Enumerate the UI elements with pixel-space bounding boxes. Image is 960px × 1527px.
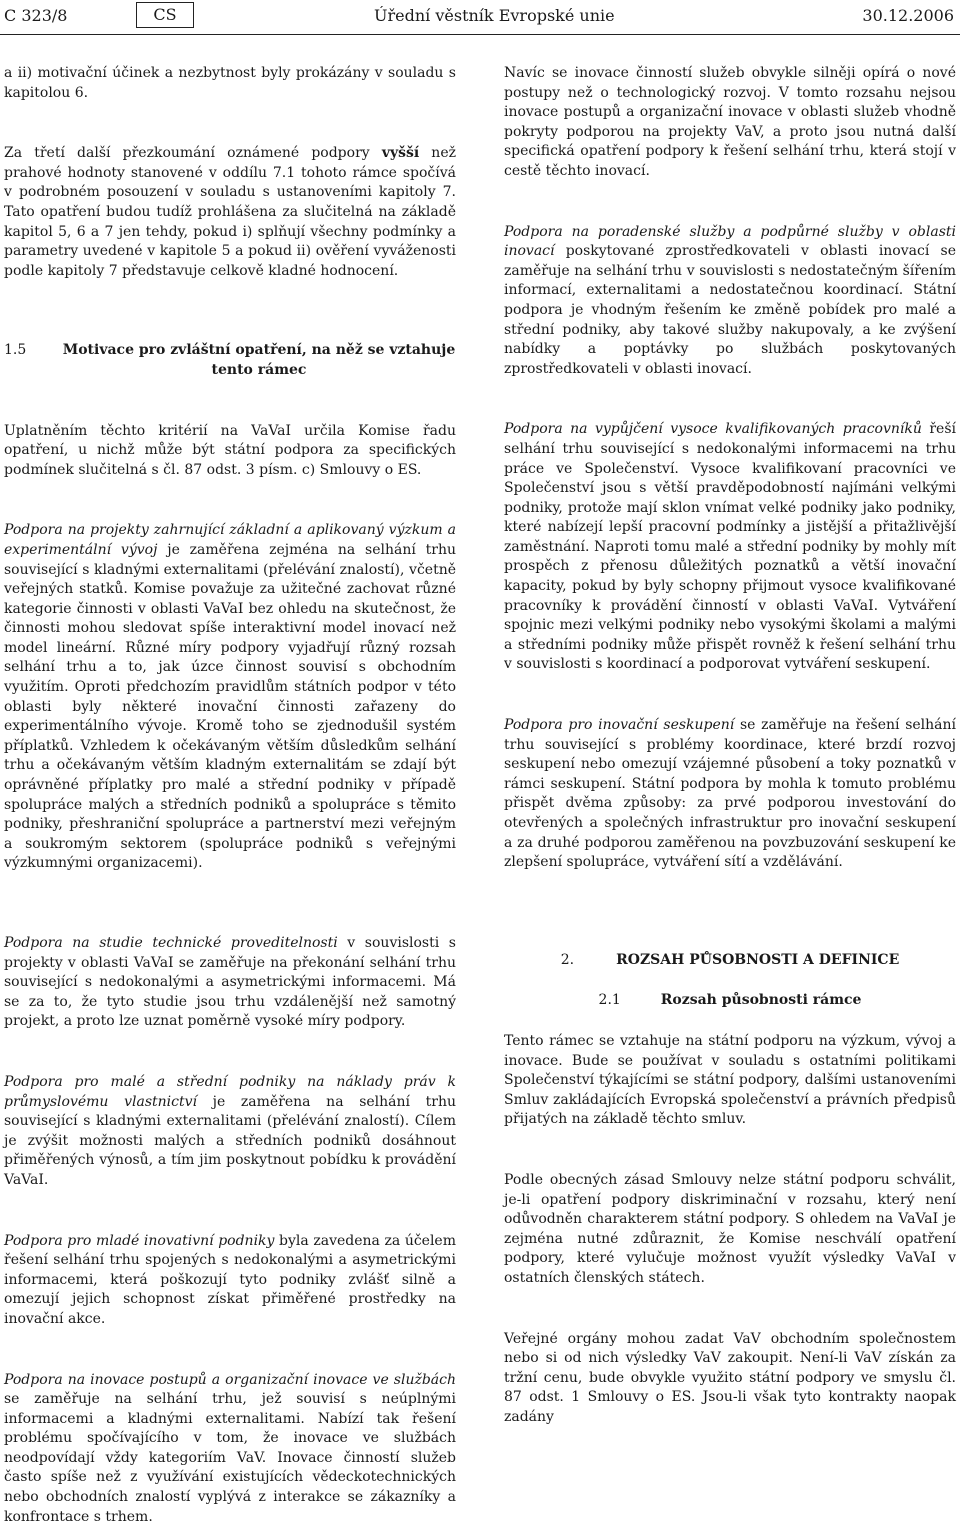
term: Podpora na inovace postupů a organizační inovace ve službách [4,1372,456,1388]
journal-title: Úřední věstník Evropské unie [374,6,615,26]
paragraph: Podpora pro inovační seskupení se zaměřuje na řešení selhání trhu související s problémy koordinace, které brzdí rozvoj seskupení nebo omezují vzájemné působení a toky poznatků v rámci seskupení. Státní podpora by mohla k tomuto problému přispět dvěma způsoby: za prvé podporou investování do otevřených a společných infrastruktur pro inovační seskupení a za druhé podporou zaměřenou na povzbuzování seskupení ke zlepšení spolupráce, vytváření sítí a vzdělávání. [504,716,956,873]
paragraph: Podle obecných zásad Smlouvy nelze státní podporu schválit, je-li opatření podpory diskriminační v rozsahu, který není odůvodněn charakterem státní podpory. S ohledem na VaVaI je zejména nutné zdůraznit, že Komise neschválí opatření podpory, které vylučuje možnost využít výsledky VaVaI v ostatních členských státech. [504,1171,956,1289]
right-column [504,64,956,1427]
header-rule [0,34,960,35]
section-number: 2.1 [599,991,621,1011]
section-title: ROZSAH PŮSOBNOSTI A DEFINICE [616,951,899,971]
term: Podpora pro malé a střední podniky na náklady práv k průmyslovému vlastnictví [4,1074,456,1110]
section-heading-2-1 [504,991,956,1011]
paragraph: Podpora pro malé a střední podniky na náklady práv k průmyslovému vlastnictví je zaměřena na selhání trhu související s kladnými externalitami (přelévání znalostí). Cílem je zvýšit možnosti malých a středních podniků dosáhnout přiměřených výnosů, a tím jim poskytnout pobídku k provádění VaVaI. [4,1073,456,1191]
section-title: Motivace pro zvláštní opatření, na něž se vztahuje tento rámec [62,341,456,380]
term: Podpora na vypůjčení vysoce kvalifikovaných pracovníků [504,421,922,437]
paragraph: Za třetí další přezkoumání oznámené podpory vyšší než prahové hodnoty stanovené v oddílu 7.1 tohoto rámce spočívá v podrobném posouzení v souladu s ustanoveními kapitoly 7. Tato opatření budou tudíž prohlášena za slučitelná na základě kapitol 5, 6 a 7 jen tehdy, pokud i) splňují všechny podmínky a parametry uvedené v kapitole 5 a pokud ii) ověření vyváženosti podle kapitoly 7 představuje celkově kladné hodnocení. [4,144,456,281]
paragraph: Podpora na studie technické proveditelnosti v souvislosti s projekty v oblasti VaVaI se zaměřuje na překonání selhání trhu související s nedokonalými a asymetrickými informacemi. Má se za to, že tyto studie jsou trhu vzdálenější než samotný projekt, a proto lze uznat poměrně vysoké míry podpory. [4,934,456,1032]
term: Podpora pro mladé inovativní podniky [4,1233,274,1249]
paragraph: Podpora pro mladé inovativní podniky byla zavedena za účelem řešení selhání trhu spojených s nedokonalými a asymetrickými informacemi, která poškozují tyto podniky zvlášť silně a omezují jejich schopnost získat přiměřené prostředky na inovační akce. [4,1232,456,1330]
paragraph: Uplatněním těchto kritérií na VaVaI určila Komise řadu opatření, u nichž může být státní podpora za specifických podmínek slučitelná s čl. 87 odst. 3 písm. c) Smlouvy o ES. [4,422,456,481]
section-number: 2. [561,951,574,971]
term: Podpora na studie technické proveditelnosti [4,935,338,951]
paragraph: Podpora na inovace postupů a organizační inovace ve službách se zaměřuje na selhání trhu, jež souvisí s neúplnými informacemi a kladnými externalitami. Nabízí tak řešení problému spočívajícího v tom, že inovace ve službách neodpovídají vždy kategoriím VaV. Inovace činností služeb často spíše než z využívání existujících vědeckotechnických nebo obchodních znalostí vyplývá z interakce se zákazníky a konfrontace s trhem. [4,1371,456,1527]
emphasis: vyšší [382,145,419,161]
section-title: Rozsah působnosti rámce [661,991,862,1011]
section-heading-1-5 [4,341,456,380]
term: Podpora na poradenské služby a podpůrné služby v oblasti inovací [504,224,956,260]
paragraph: Podpora na poradenské služby a podpůrné služby v oblasti inovací poskytované zprostředkovateli v oblasti inovací se zaměřuje na selhání trhu v souvislosti s nedostatečným šířením informací, externalitami a nedostatečnou koordinací. Státní podpora je vhodným řešením ke změně pobídek pro malé a střední podniky, aby takové služby nakupovaly, a ke zvýšení nabídky a poptávky po službách poskytovaných zprostředkovateli v oblasti inovací. [504,223,956,380]
paragraph: Tento rámec se vztahuje na státní podporu na výzkum, vývoj a inovace. Bude se používat v souladu s ostatními politikami Společenství týkajícími se státní podpory, dalšími ustanoveními Smluv zakládajících Evropská společenství a právních předpisů přijatých na základě těchto smluv. [504,1032,956,1130]
term: Podpora na projekty zahrnující základní a aplikovaný výzkum a experimentální vývoj [4,522,456,558]
publication-date: 30.12.2006 [862,6,954,26]
paragraph: Navíc se inovace činností služeb obvykle silněji opírá o nové postupy než o technologický rozvoj. V tomto rozsahu nejsou inovace postupů a organizační inovace v oblasti služeb vhodně pokryty podporou na projekty VaV, a proto jsou nutná další specifická opatření podpory k řešení selhání trhu, která stojí v cestě těchto inovací. [504,64,956,182]
page-header [0,0,960,34]
language-badge: CS [136,2,194,28]
paragraph: Podpora na vypůjčení vysoce kvalifikovaných pracovníků řeší selhání trhu související s nedokonalými informacemi na trhu práce ve Společenství. Vysoce kvalifikovaní pracovníci ve Společenství jsou s větší pravděpodobností najímáni velkými podniky, protože mají sklon vnímat velké podniky jako podniky, které nabízejí lepší pracovní podmínky a jistější a přitažlivější zaměstnání. Naproti tomu malé a střední podniky by mohly mít prospěch z přenosu důležitých poznatků a větší inovační kapacity, pokud by byly schopny přijmout vysoce kvalifikované pracovníky k provádění činností v oblasti VaVaI. Vytváření spojnic mezi velkými podniky nebo vysokými školami a malými a středními podniky může přispět rovněž k řešení selhání trhu v souvislosti s koordinací a podporovat vytváření seskupení. [504,420,956,675]
paragraph: Podpora na projekty zahrnující základní a aplikovaný výzkum a experimentální vývoj je zaměřena zejména na selhání trhu související s kladnými externalitami (přelévání znalostí), včetně veřejných statků. Komise považuje za užitečné zachovat různé kategorie činnosti v oblasti VaVaI bez ohledu na skutečnost, že činnosti mohou sledovat spíše interaktivní model inovací než model lineární. Různé míry podpory vyjadřují různý rozsah selhání trhu a to, jak úzce činnost souvisí s obchodním využitím. Oproti předchozím pravidlům státních podpor v této oblasti byly některé inovační činnosti zařazeny do experimentálního vývoje. Kromě toho se zjednodušil systém příplatků. Vzhledem k očekávaným větším důsledkům selhání trhu a očekávaným větším kladným externalitám se zdají být oprávněné příplatky pro malé a střední podniky v případě spolupráce malých a středních podniků a spolupráce s těmito podniky, přeshraniční spolupráce a partnerství mezi veřejným a soukromým sektorem (spolupráce podniků s veřejnými výzkumnými organizacemi). [4,521,456,874]
page-reference: C 323/8 [4,6,67,26]
paragraph: Veřejné orgány mohou zadat VaV obchodním společnostem nebo si od nich výsledky VaV zakoupit. Není-li VaV získán za tržní cenu, bude obvykle využito státní podpory ve smyslu čl. 87 odst. 1 Smlouvy o ES. Jsou-li však tyto kontrakty naopak zadány [504,1330,956,1428]
section-number: 1.5 [4,341,62,380]
section-heading-2 [504,951,956,971]
term: Podpora pro inovační seskupení [504,717,734,733]
paragraph: a ii) motivační účinek a nezbytnost byly prokázány v souladu s kapitolou 6. [4,64,456,103]
left-column [4,64,456,1527]
